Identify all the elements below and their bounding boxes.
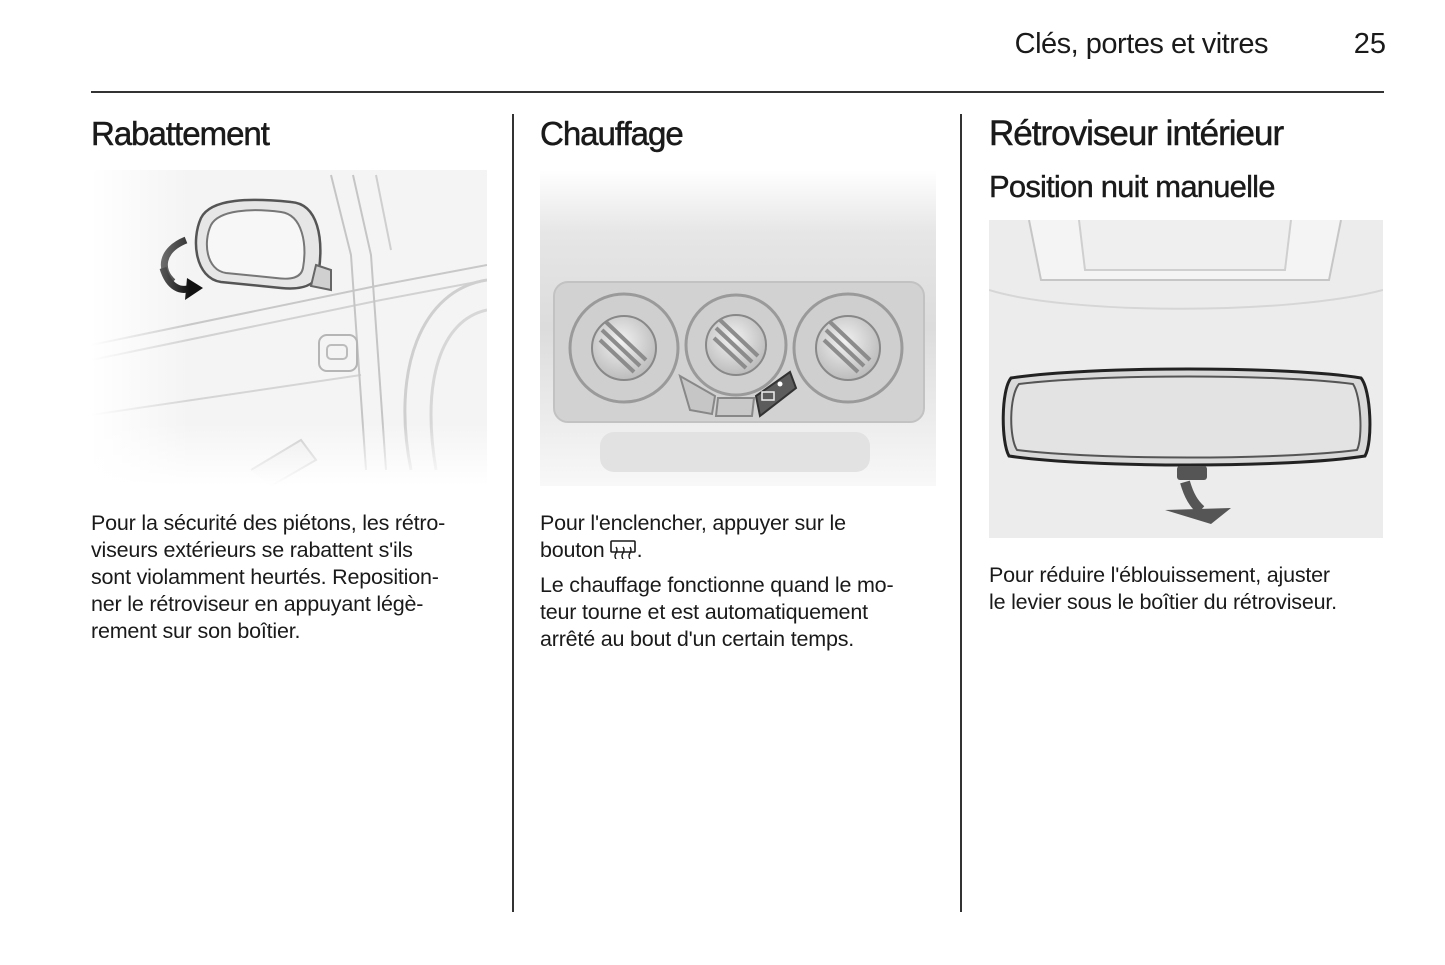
text-line: Pour l'enclencher, appuyer sur le xyxy=(540,511,846,535)
text-line: bouton xyxy=(540,538,605,562)
column-chauffage xyxy=(540,112,936,653)
text-line: Pour réduire l'éblouissement, ajuster xyxy=(989,563,1330,587)
section-heading-chauffage: Chauffage xyxy=(540,115,683,152)
header-rule xyxy=(91,91,1384,93)
paragraph-rabattement xyxy=(91,510,487,645)
section-subheading-position-nuit: Position nuit manuelle xyxy=(989,169,1275,204)
column-retroviseur xyxy=(989,112,1385,616)
rear-defrost-icon xyxy=(609,539,637,559)
text-line: arrêté au bout d'un certain temps. xyxy=(540,627,855,651)
knob-fan xyxy=(570,294,678,402)
text-line: Pour la sécurité des piétons, les rétro- xyxy=(91,511,446,535)
text-line: le levier sous le boîtier du rétroviseur. xyxy=(989,590,1337,614)
text-line: sont violamment heurtés. Reposition- xyxy=(91,565,439,589)
text-line: viseurs extérieurs se rabattent s'ils xyxy=(91,538,413,562)
text-line: . xyxy=(636,538,643,562)
column-rabattement xyxy=(91,112,487,645)
knob-air-distribution xyxy=(794,294,902,402)
text-line: teur tourne et est automatiquement xyxy=(540,600,868,624)
text-line: rement sur son boîtier. xyxy=(91,619,301,643)
text-line: ner le rétroviseur en appuyant légè- xyxy=(91,592,424,616)
paragraph-chauffage-1 xyxy=(540,510,936,564)
paragraph-chauffage-2 xyxy=(540,572,936,653)
column-divider-2 xyxy=(960,114,962,912)
text-line: Le chauffage fonctionne quand le mo- xyxy=(540,573,894,597)
section-heading-rabattement: Rabattement xyxy=(91,115,269,152)
exterior-mirror-folding-illustration xyxy=(91,170,487,486)
paragraph-retroviseur xyxy=(989,562,1385,616)
knob-temperature xyxy=(686,295,786,395)
climate-control-knobs-illustration xyxy=(540,170,936,486)
interior-mirror-illustration xyxy=(989,220,1383,538)
header-title: Clés, portes et vitres xyxy=(1014,28,1268,60)
page-number: 25 xyxy=(1353,28,1386,60)
column-divider-1 xyxy=(512,114,514,912)
section-heading-retroviseur: Rétroviseur intérieur xyxy=(989,114,1284,153)
